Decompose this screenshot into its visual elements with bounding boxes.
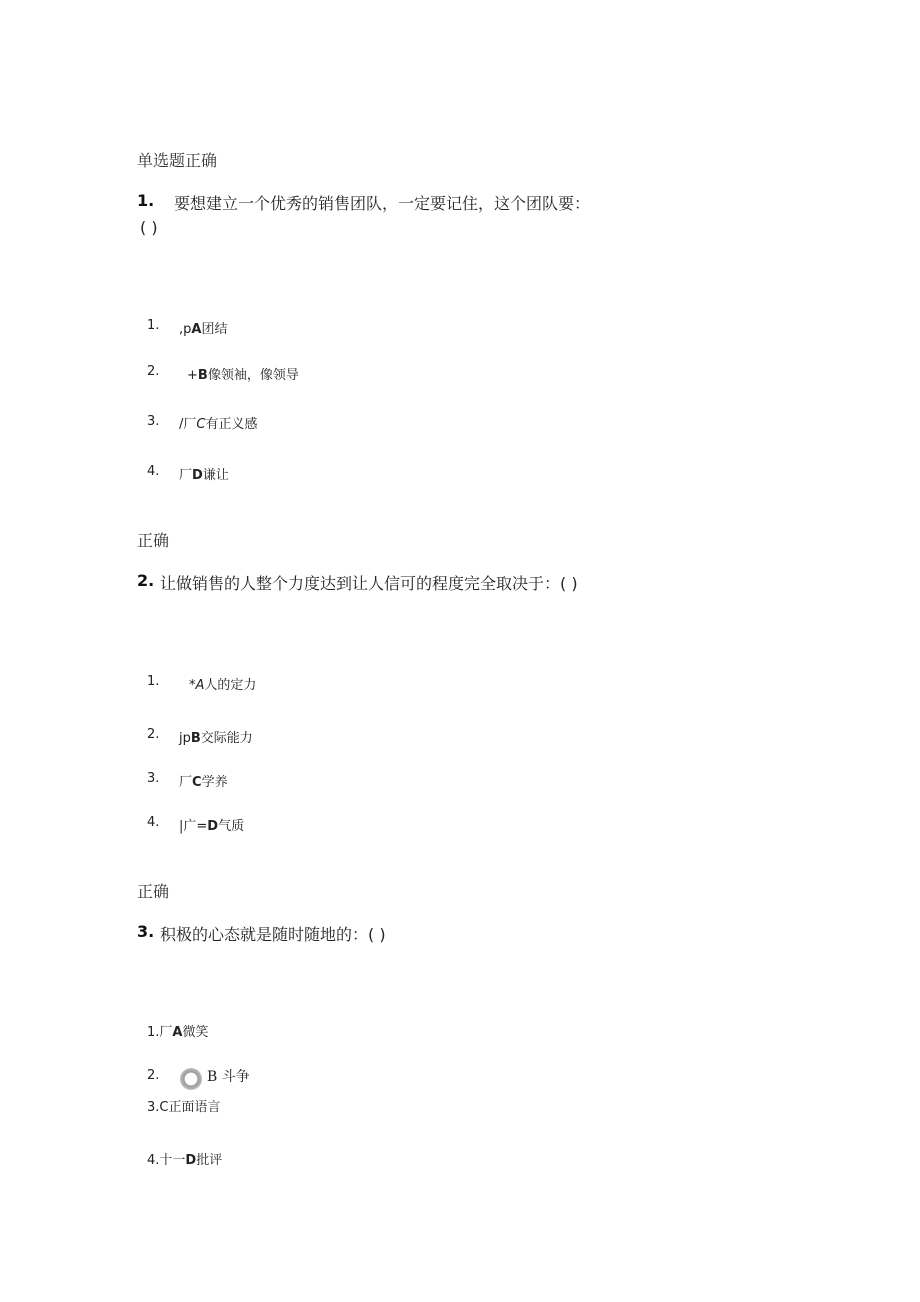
- option-item[interactable]: [179, 727, 253, 746]
- option-letter: A: [172, 1025, 183, 1040]
- radio-button-icon[interactable]: [180, 1068, 202, 1090]
- question-number: 1.: [137, 191, 155, 210]
- option-item[interactable]: [179, 815, 244, 834]
- option-label: 批评: [196, 1153, 223, 1168]
- option-item[interactable]: [147, 1096, 221, 1115]
- option-label: 有正义感: [205, 417, 258, 432]
- option-letter: B: [190, 731, 201, 746]
- option-number: 2.: [147, 364, 160, 379]
- option-number: 1.: [147, 318, 160, 333]
- option-item[interactable]: [179, 413, 257, 432]
- section-label: 正确: [137, 882, 170, 901]
- option-number: 2.: [147, 727, 160, 742]
- option-marker: *: [189, 678, 196, 693]
- option-label: 学养: [201, 775, 228, 790]
- question-number: 2.: [137, 571, 155, 590]
- option-marker: 厂: [179, 775, 193, 790]
- option-marker: jp: [179, 731, 191, 746]
- option-marker: |广=: [179, 819, 208, 834]
- option-letter: D: [192, 468, 203, 483]
- option-marker: +: [187, 368, 198, 383]
- option-label: 正面语言: [168, 1100, 221, 1115]
- option-letter: D: [207, 819, 219, 834]
- question-text-continued: ( ): [140, 218, 158, 237]
- option-letter: C: [196, 417, 206, 432]
- question-number: 3.: [137, 922, 155, 941]
- option-number: 3.: [147, 1100, 160, 1115]
- question-text: 让做销售的人整个力度达到让人信可的程度完全取决于：( ): [160, 574, 578, 593]
- option-number: 4.: [147, 815, 160, 830]
- section-label: 正确: [137, 531, 170, 550]
- option-label: 人的定力: [204, 678, 257, 693]
- option-letter: C: [192, 775, 202, 790]
- question-text: 要想建立一个优秀的销售团队，一定要记住，这个团队要：: [174, 194, 591, 213]
- question-text: 积极的心态就是随时随地的：( ): [160, 925, 386, 944]
- option-number: 3.: [147, 771, 160, 786]
- option-label: 气质: [218, 819, 245, 834]
- option-item[interactable]: [147, 1149, 222, 1168]
- option-letter: A: [191, 322, 202, 337]
- option-item[interactable]: [179, 771, 228, 790]
- option-number: 2.: [147, 1068, 160, 1083]
- option-item[interactable]: [179, 318, 227, 337]
- option-number: 4.: [147, 1153, 160, 1168]
- section-label: 单选题正确: [137, 151, 218, 170]
- option-number: 4.: [147, 464, 160, 479]
- option-number: 1.: [147, 1025, 160, 1040]
- option-letter: C: [159, 1100, 169, 1115]
- option-label: 像领袖，像领导: [207, 368, 299, 383]
- option-marker: 厂: [179, 468, 193, 483]
- option-marker: /厂: [179, 417, 197, 432]
- option-label: 微笑: [182, 1025, 209, 1040]
- option-item[interactable]: [207, 1066, 250, 1086]
- option-item[interactable]: [147, 1021, 209, 1040]
- option-letter: B: [197, 368, 208, 383]
- option-number: 3.: [147, 414, 160, 429]
- option-letter: B: [207, 1069, 218, 1085]
- option-label: 斗争: [221, 1069, 250, 1085]
- option-item[interactable]: [187, 364, 299, 383]
- option-item[interactable]: [179, 464, 229, 483]
- option-marker: 十一: [159, 1153, 186, 1168]
- option-marker: 厂: [159, 1025, 173, 1040]
- option-number: 1.: [147, 674, 160, 689]
- option-marker: ,p: [179, 322, 192, 337]
- option-label: 团结: [201, 322, 228, 337]
- option-label: 谦让: [202, 468, 229, 483]
- option-letter: A: [195, 678, 205, 693]
- option-letter: D: [185, 1153, 197, 1168]
- option-item[interactable]: [189, 674, 256, 693]
- option-label: 交际能力: [200, 731, 253, 746]
